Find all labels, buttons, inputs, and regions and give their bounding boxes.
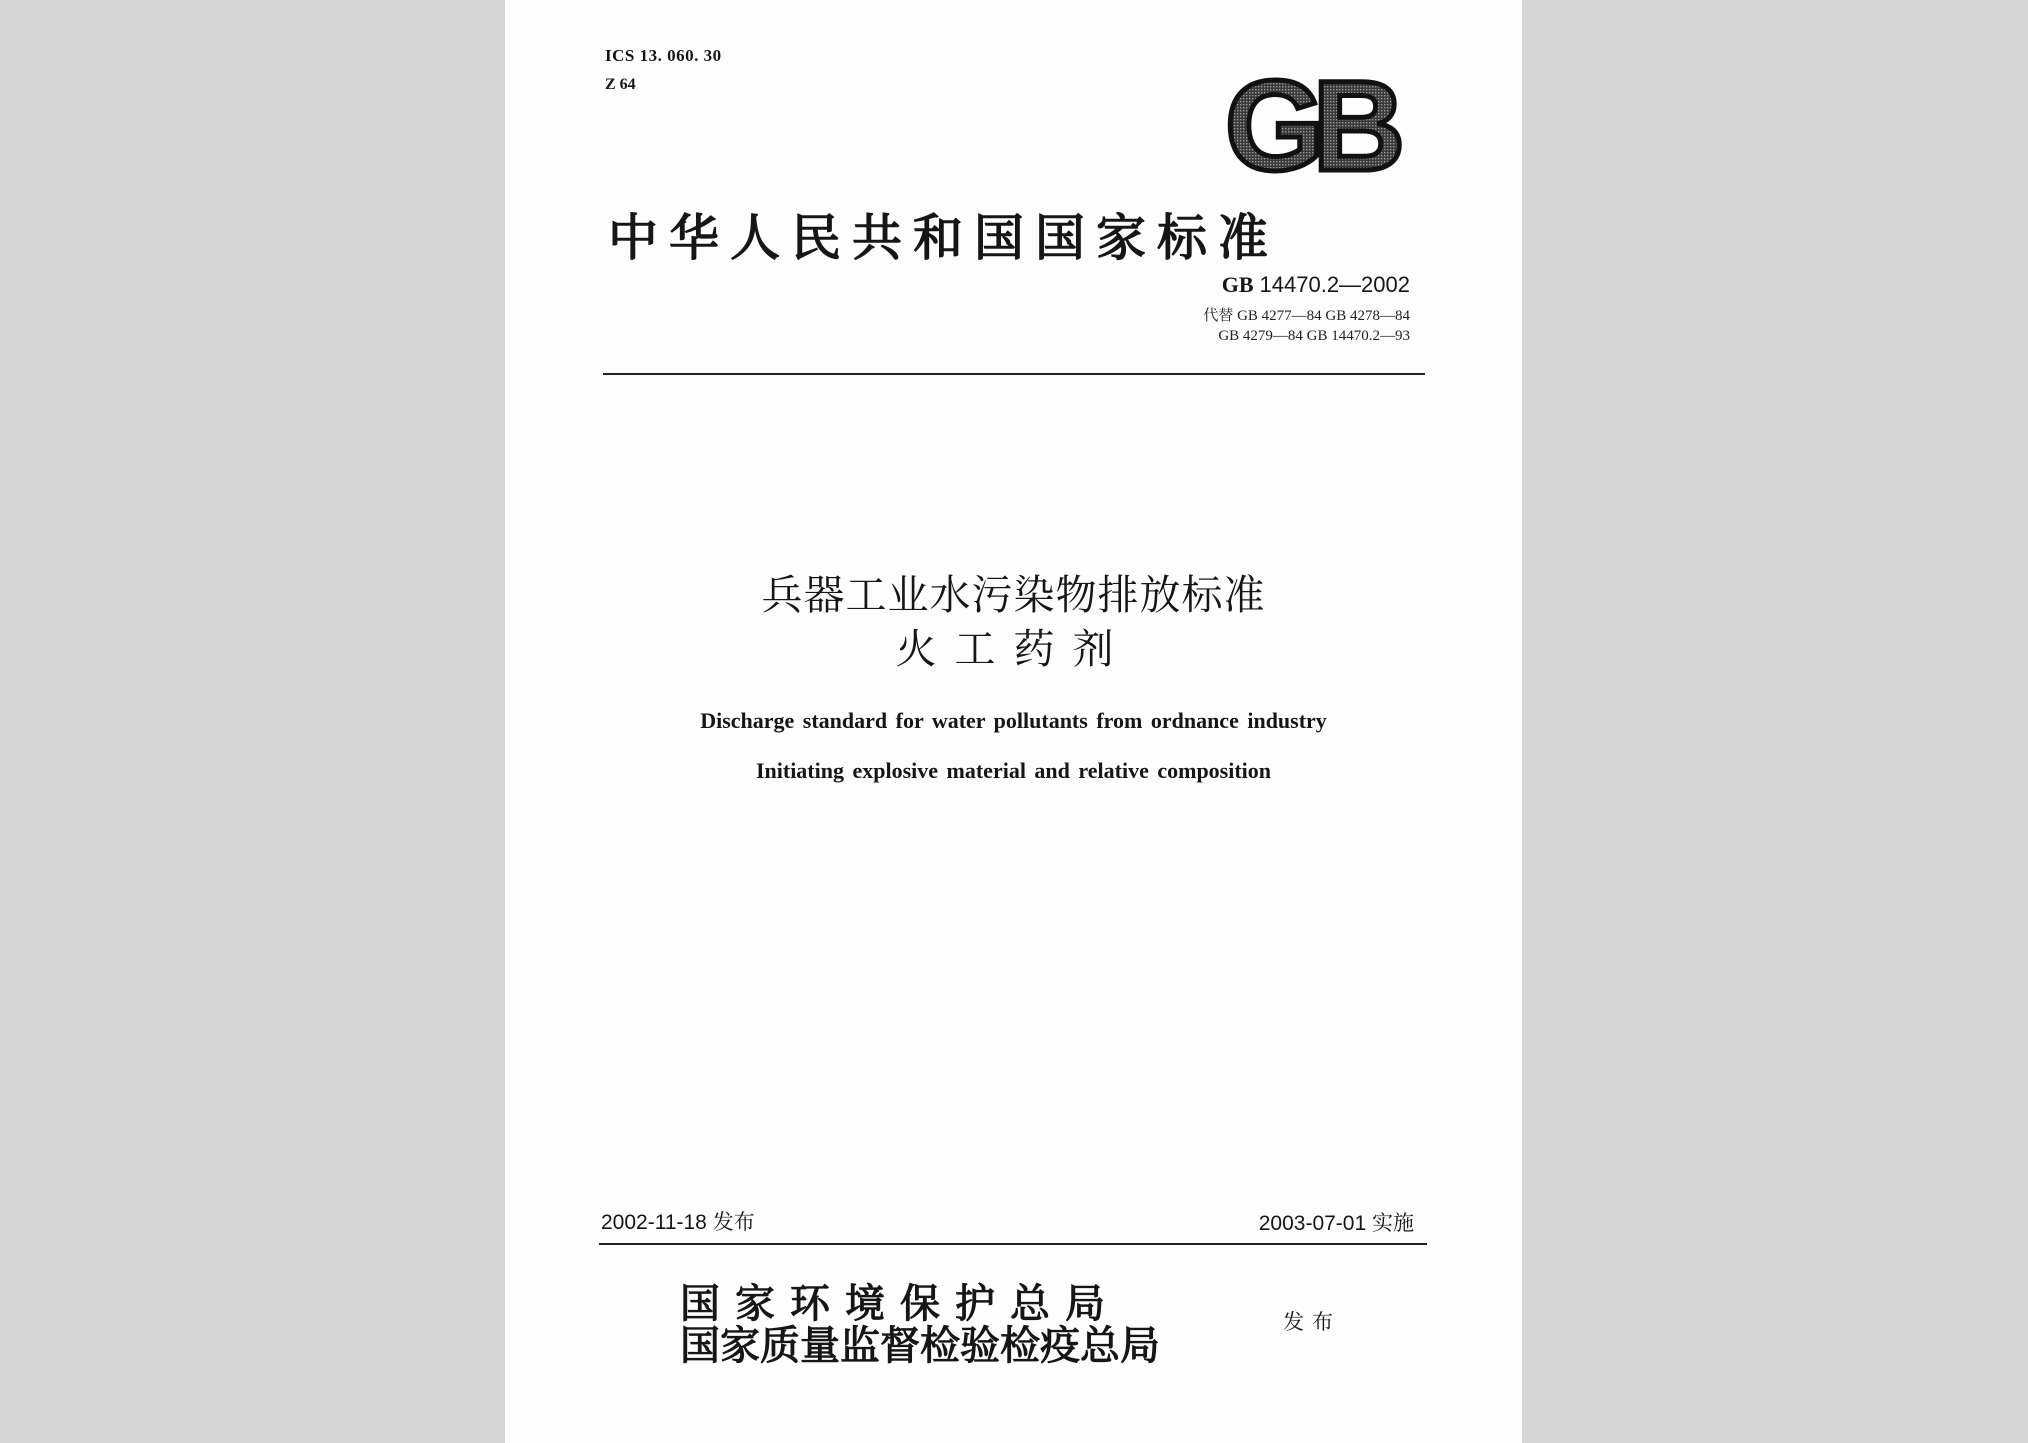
ccs-code: Z 64 — [605, 76, 636, 93]
national-standard-heading: 中华人民共和国国家标准 — [608, 210, 1279, 266]
ics-code: ICS 13. 060. 30 — [605, 46, 722, 65]
document-page — [505, 0, 1522, 1443]
replaces-line-1: 代替 GB 4277—84 GB 4278—84 — [1203, 308, 1410, 324]
issuer-2: 国家质量监督检验检疫总局 — [680, 1323, 1160, 1368]
issue-date: 2002-11-18 发布 — [601, 1211, 755, 1234]
implementation-date: 2003-07-01 实施 — [1258, 1212, 1414, 1235]
top-divider — [603, 373, 1425, 375]
publish-label: 发布 — [1283, 1310, 1341, 1334]
title-en-line-2: Initiating explosive material and relative composition — [755, 758, 1272, 783]
replaces-line-2: GB 4279—84 GB 14470.2—93 — [1218, 328, 1410, 344]
issuer-1: 国家环境保护总局 — [680, 1281, 1120, 1326]
title-zh-line-2: 火工药剂 — [895, 626, 1132, 672]
gb-logo-text: GB — [1225, 74, 1393, 178]
gb-logo-icon — [1204, 74, 1414, 178]
title-en-line-1: Discharge standard for water pollutants from ordnance industry — [700, 708, 1327, 733]
title-zh-line-1: 兵器工业水污染物排放标准 — [761, 572, 1266, 618]
standard-number — [1222, 272, 1410, 298]
standard-number-prefix: GB — [1221, 272, 1254, 297]
bottom-divider — [599, 1243, 1427, 1245]
standard-number-value: 14470.2—2002 — [1259, 272, 1410, 297]
